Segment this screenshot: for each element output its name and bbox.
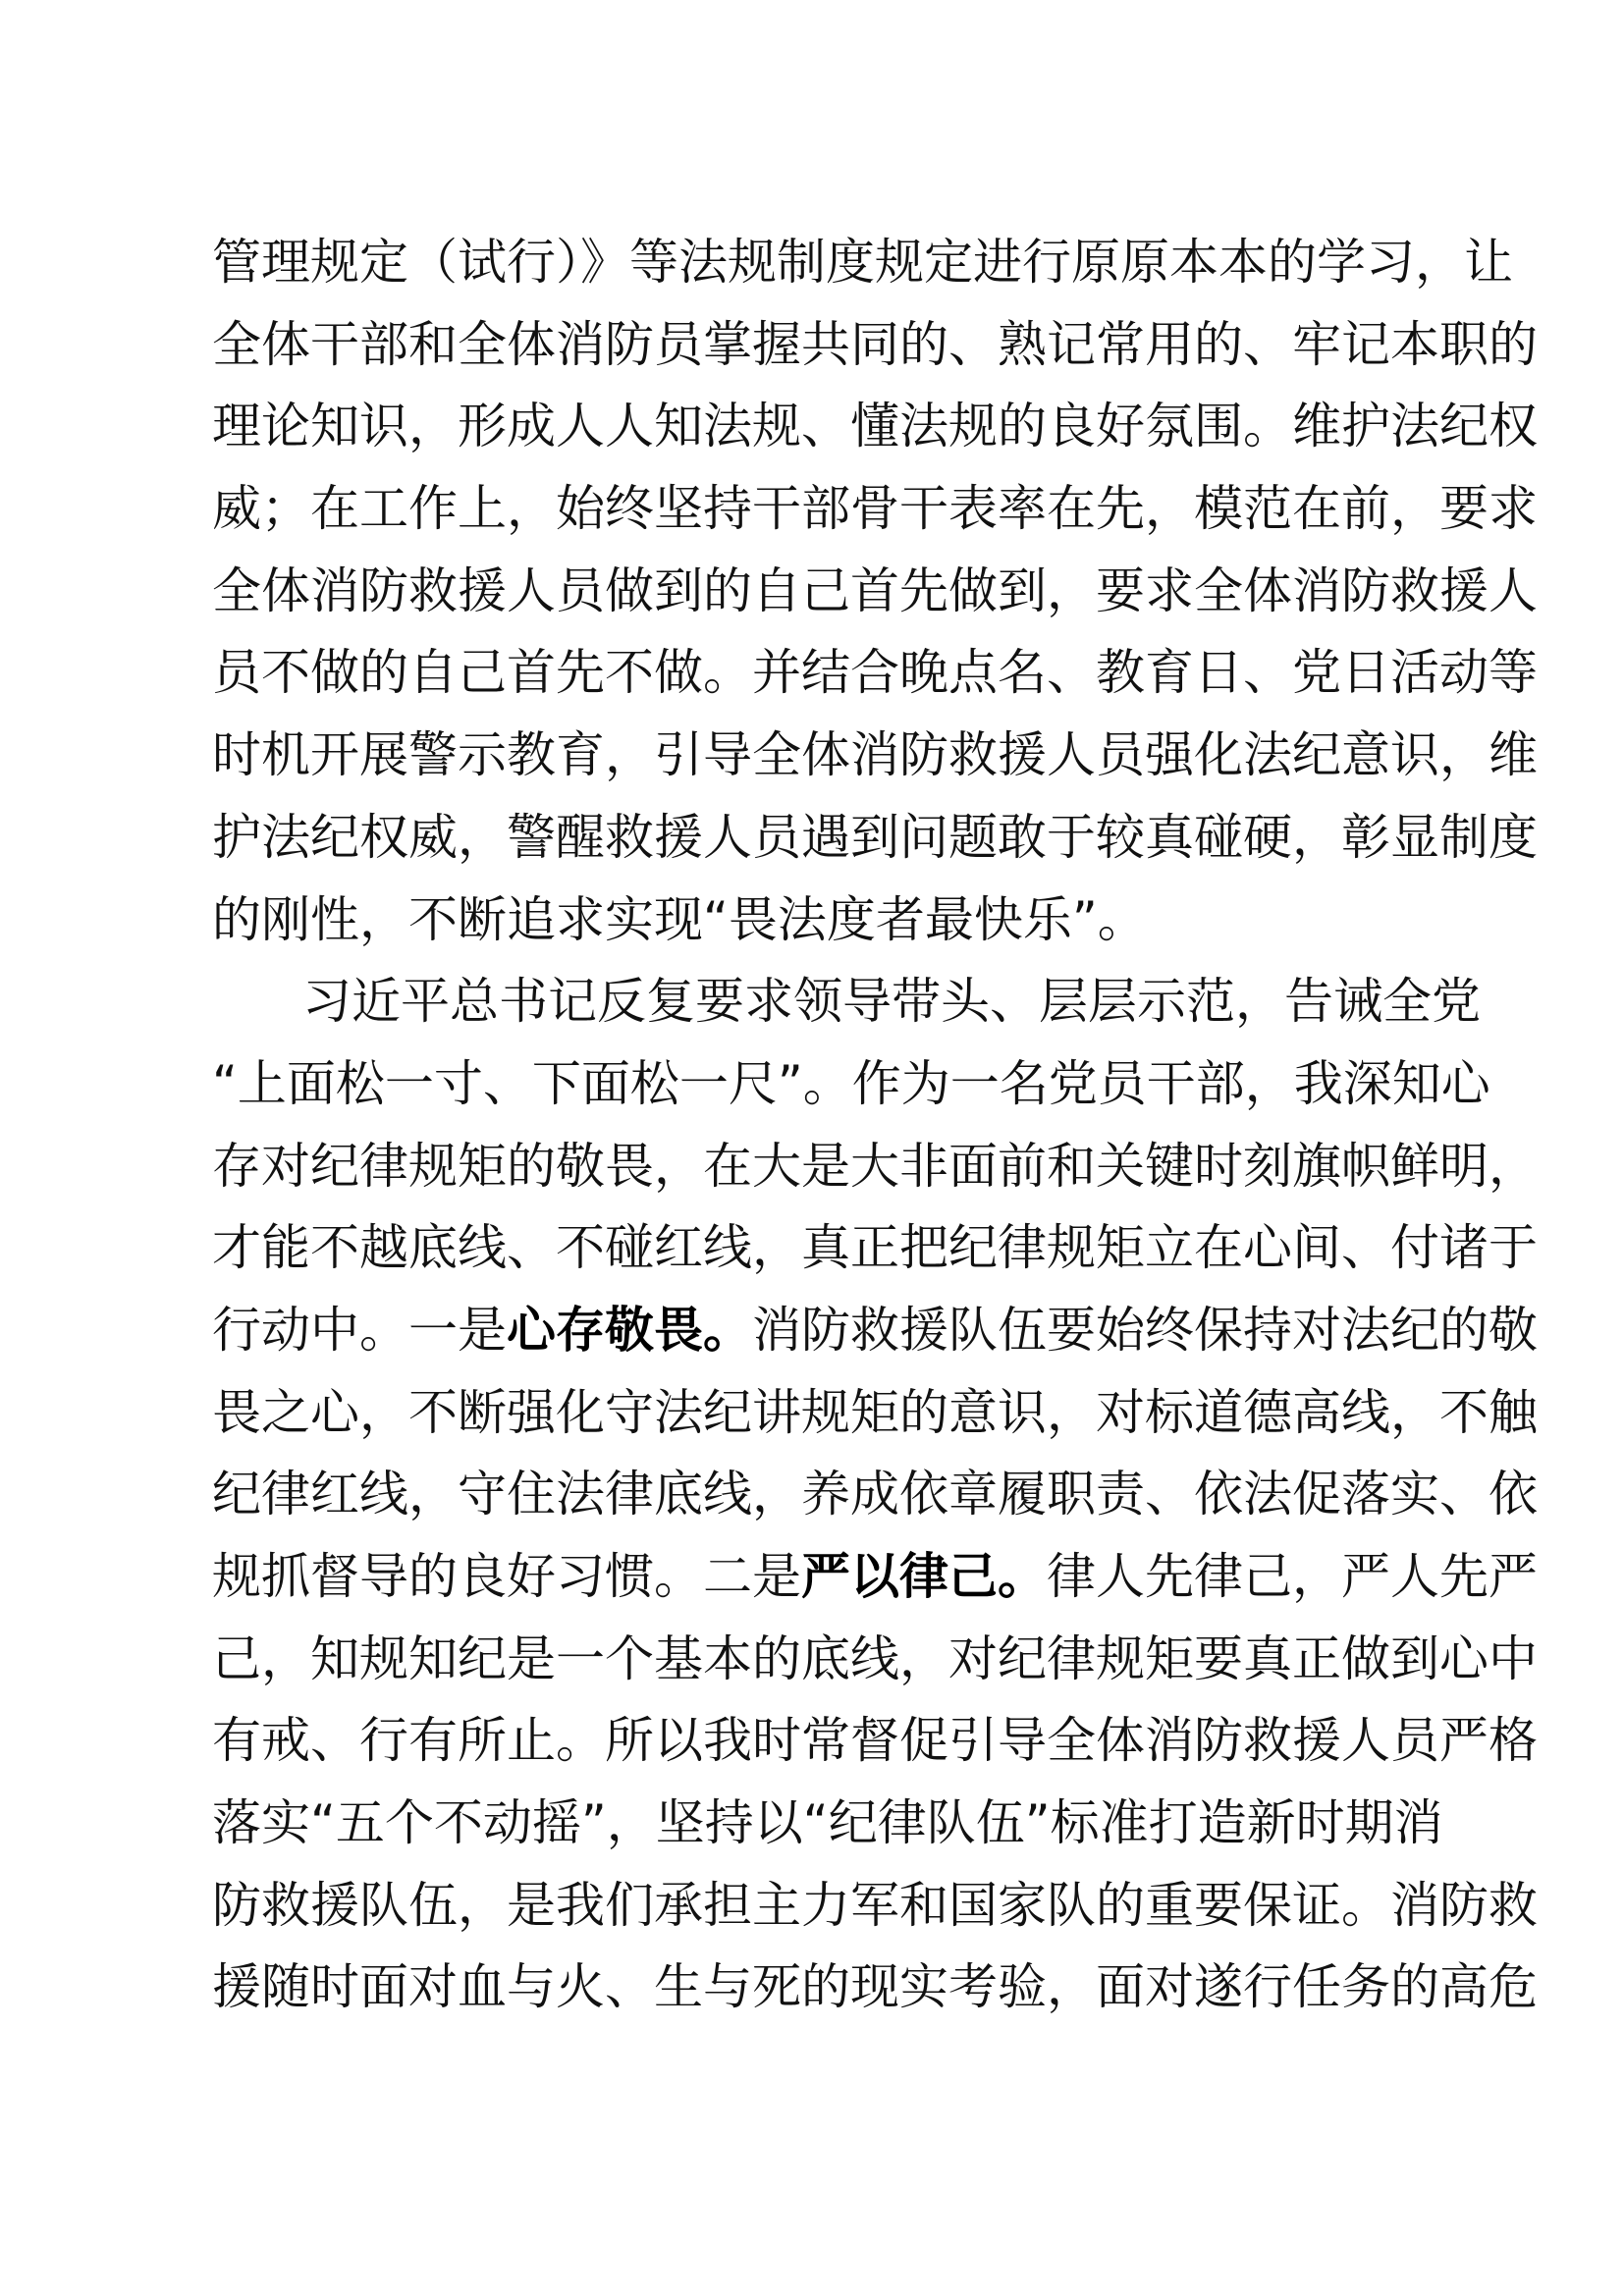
text-span: 消防救援队伍要始终保持对法纪的敬 — [752, 1301, 1538, 1359]
text-line: 防救援队伍，是我们承担主力军和国家队的重要保证。消防救 — [212, 1876, 1538, 1934]
text-line: 落实“五个不动摇”，坚持以“纪律队伍”标准打造新时期消 — [212, 1794, 1443, 1852]
text-line: 纪律红线，守住法律底线，养成依章履职责、依法促落实、依 — [212, 1466, 1538, 1523]
text-line: 习近平总书记反复要求领导带头、层层示范，告诫全党 — [302, 973, 1481, 1031]
text-line: 威；在工作上，始终坚持干部骨干表率在先，模范在前，要求 — [212, 480, 1538, 538]
paragraph-1 — [212, 222, 1538, 961]
text-line: 存对纪律规矩的敬畏，在大是大非面前和关键时刻旗帜鲜明， — [212, 1137, 1538, 1195]
text-line: 时机开展警示教育，引导全体消防救援人员强化法纪意识，维 — [212, 726, 1538, 784]
text-line: 管理规定（试行）》等法规制度规定进行原原本本的学习，让 — [212, 234, 1513, 291]
text-span: 律人先律己，严人先严 — [1047, 1548, 1538, 1605]
bold-heading: 严以律己。 — [801, 1548, 1047, 1605]
body-text — [212, 222, 1538, 2029]
text-line: 才能不越底线、不碰红线，真正把纪律规矩立在心间、付诸于 — [212, 1219, 1538, 1277]
text-line: 己，知规知纪是一个基本的底线，对纪律规矩要真正做到心中 — [212, 1629, 1538, 1687]
paragraph-2 — [212, 961, 1538, 2029]
text-line: 的刚性，不断追求实现“畏法度者最快乐”。 — [212, 890, 1147, 948]
text-span: 规抓督导的良好习惯。二是 — [212, 1548, 801, 1605]
text-line: 员不做的自己首先不做。并结合晚点名、教育日、党日活动等 — [212, 644, 1538, 702]
text-line: 有戒、行有所止。所以我时常督促引导全体消防救援人员严格 — [212, 1712, 1538, 1770]
text-line — [212, 1536, 1538, 1619]
text-line: 畏之心，不断强化守法纪讲规矩的意识，对标道德高线，不触 — [212, 1383, 1538, 1441]
text-line: 全体消防救援人员做到的自己首先做到，要求全体消防救援人 — [212, 561, 1538, 619]
bold-heading: 心存敬畏。 — [507, 1301, 752, 1359]
text-line: “上面松一寸、下面松一尺”。作为一名党员干部，我深知心 — [212, 1054, 1490, 1112]
text-line: 理论知识，形成人人知法规、懂法规的良好氛围。维护法纪权 — [212, 398, 1538, 455]
text-line: 护法纪权威，警醒救援人员遇到问题敢于较真碰硬，彰显制度 — [212, 808, 1538, 866]
text-line: 全体干部和全体消防员掌握共同的、熟记常用的、牢记本职的 — [212, 315, 1538, 373]
text-line — [212, 1290, 1538, 1372]
text-line: 援随时面对血与火、生与死的现实考验，面对遂行任务的高危 — [212, 1958, 1538, 2016]
text-span: 行动中。一是 — [212, 1301, 507, 1359]
